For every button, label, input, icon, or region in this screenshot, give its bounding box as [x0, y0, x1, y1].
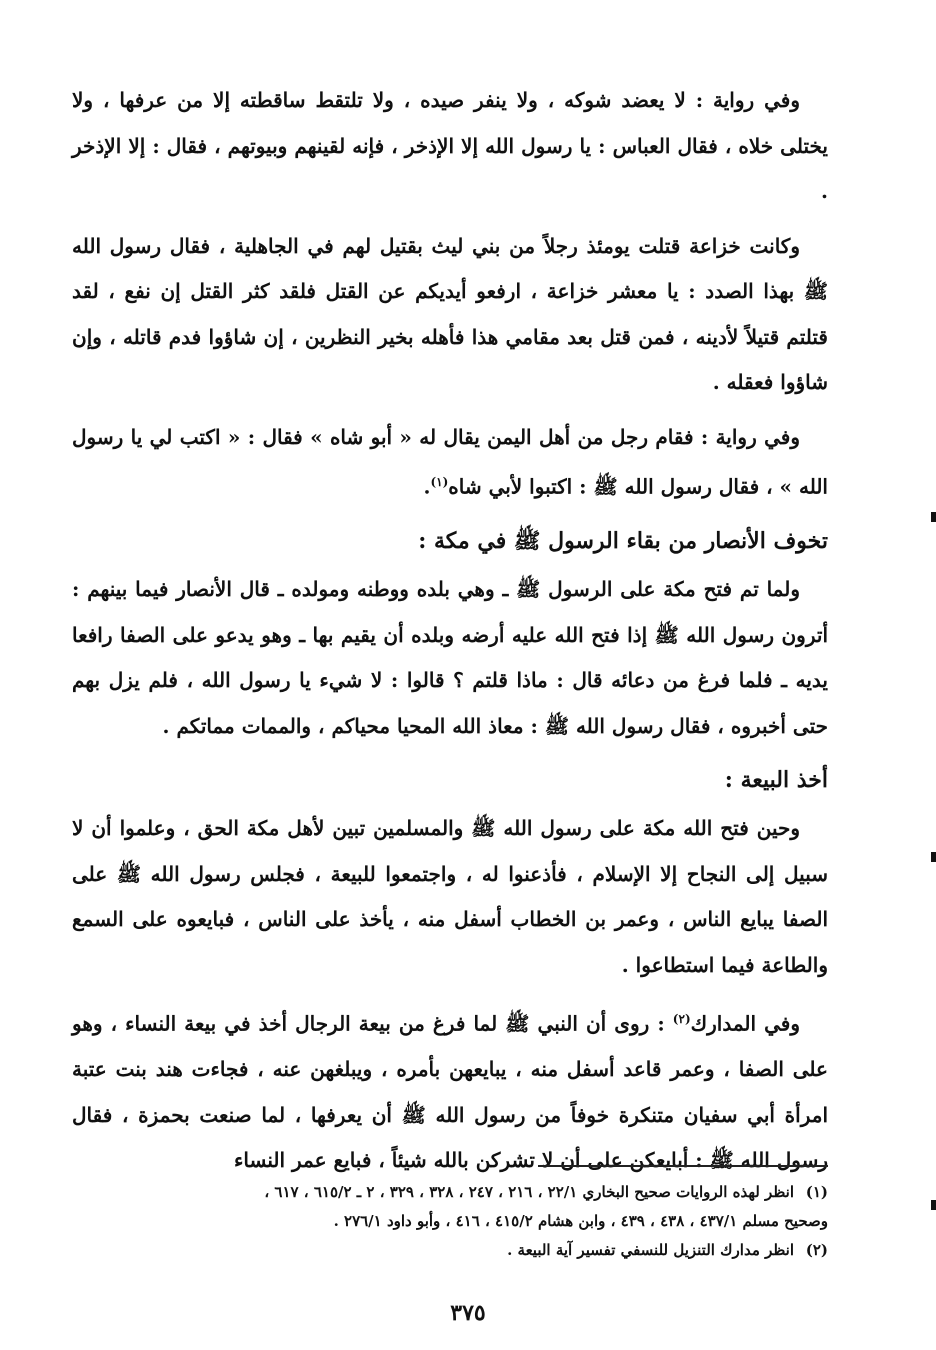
paragraph: وحين فتح الله مكة على رسول الله ﷺ والمسلمين تبين لأهل مكة الحق ، وعلموا أن لا سبيل إلى النجاح إلا الإسلام ، فأذعنوا له ، واجتمعوا للبيعة ، فجلس رسول الله ﷺ على الصفا يبايع الناس ، وعمر بن الخطاب أسفل منه ، يأخذ على الناس ، فبايعوه على السمع والطاعة فيما استطاعوا . [72, 816, 828, 977]
paragraph [72, 997, 828, 1184]
footnotes [72, 1178, 828, 1265]
page-number: ٣٧٥ [450, 1300, 486, 1326]
paragraph-text: وفي المدارك [690, 1011, 800, 1036]
paragraph: وكانت خزاعة قتلت يومئذ رجلاً من بني ليث بقتيل لهم في الجاهلية ، فقال رسول الله ﷺ بهذا الصدد : يا معشر خزاعة ، ارفعو أيديكم عن القتل فلقد كثر القتل إن نفع ، لقد قتلتم قتيلاً لأدينه ، فمن قتل بعد مقامي هذا فأهله بخير النظرين ، إن شاؤوا فدم قاتله ، وإن شاؤوا فعقله . [72, 233, 828, 394]
section-heading: تخوف الأنصار من بقاء الرسول ﷺ في مكة : [418, 528, 828, 555]
scan-edge-mark [931, 1200, 936, 1210]
footnote-text: انظر مدارك التنزيل للنسفي تفسير آية البيعة . [507, 1241, 794, 1259]
footnote-continuation: وصحيح مسلم ٤٣٧/١ ، ٤٣٨ ، ٤٣٩ ، وابن هشام ٤١٥/٢ ، ٤١٦ ، وأبو داود ٢٧٦/١ . [333, 1212, 828, 1230]
section-heading: أخذ البيعة : [724, 767, 828, 794]
paragraph [72, 415, 828, 511]
footnote [72, 1178, 828, 1207]
paragraph-text: وفي رواية : فقام رجل من أهل اليمن يقال له « أبو شاه » فقال : « اكتب لي يا رسول الله » ، فقال رسول الله ﷺ : اكتبوا لأبي شاه [72, 424, 828, 499]
footnote-number: (١) [805, 1183, 828, 1201]
paragraph: وفي رواية : لا يعضد شوكه ، ولا ينفر صيده ، ولا تلتقط ساقطته إلا من عرفها ، ولا يختلى خلاه ، فقال العباس : يا رسول الله إلا الإذخر ، فإنه لقينهم وبيوتهم ، فقال : إلا الإذخر . [72, 88, 828, 203]
paragraph: ولما تم فتح مكة على الرسول ﷺ ـ وهي بلده ووطنه ومولده ـ قال الأنصار فيما بينهم : أترون رسول الله ﷺ إذا فتح الله عليه أرضه وبلده أن يقيم بها ـ وهو يدعو على الصفا رافعا يديه ـ فلما فرغ من دعائه قال : ماذا قلتم ؟ قالوا : لا شيء يا رسول الله ، فلم يزل بهم حتى أخبروه ، فقال رسول الله ﷺ : معاذ الله المحيا محياكم ، والممات مماتكم . [72, 577, 828, 738]
paragraph-end: . [423, 474, 431, 499]
footnote-ref: (١) [430, 475, 449, 489]
footnote-divider [538, 1165, 828, 1167]
footnote [72, 1236, 828, 1265]
footnote-text: انظر لهذه الروايات صحيح البخاري ٢٢/١ ، ٢١٦ ، ٢٤٧ ، ٣٢٨ ، ٣٢٩ ، ٢ ـ ٦١٥/٢ ، ٦١٧ ، [264, 1183, 794, 1201]
footnote-ref: (٢) [672, 1012, 691, 1027]
footnote-number: (٢) [805, 1241, 828, 1259]
scan-edge-mark [931, 852, 936, 862]
paragraph-text: : روى أن النبي ﷺ لما فرغ من بيعة الرجال أخذ في بيعة النساء ، وهو على الصفا ، وعمر قاعد أسفل منه ، يبايعهن بأمره ، ويبلغهن عنه ، فجاءت هند بنت عتبة امرأة أبي سفيان متنكرة خوفاً من رسول الله ﷺ أن يعرفها ، لما صنعت بحمزة ، فقال رسول الله ﷺ : أبايعكن على أن لا تشركن بالله شيئاً ، فبايع عمر النساء [72, 1011, 828, 1173]
scan-edge-mark [931, 512, 936, 522]
page-body [72, 78, 828, 1193]
